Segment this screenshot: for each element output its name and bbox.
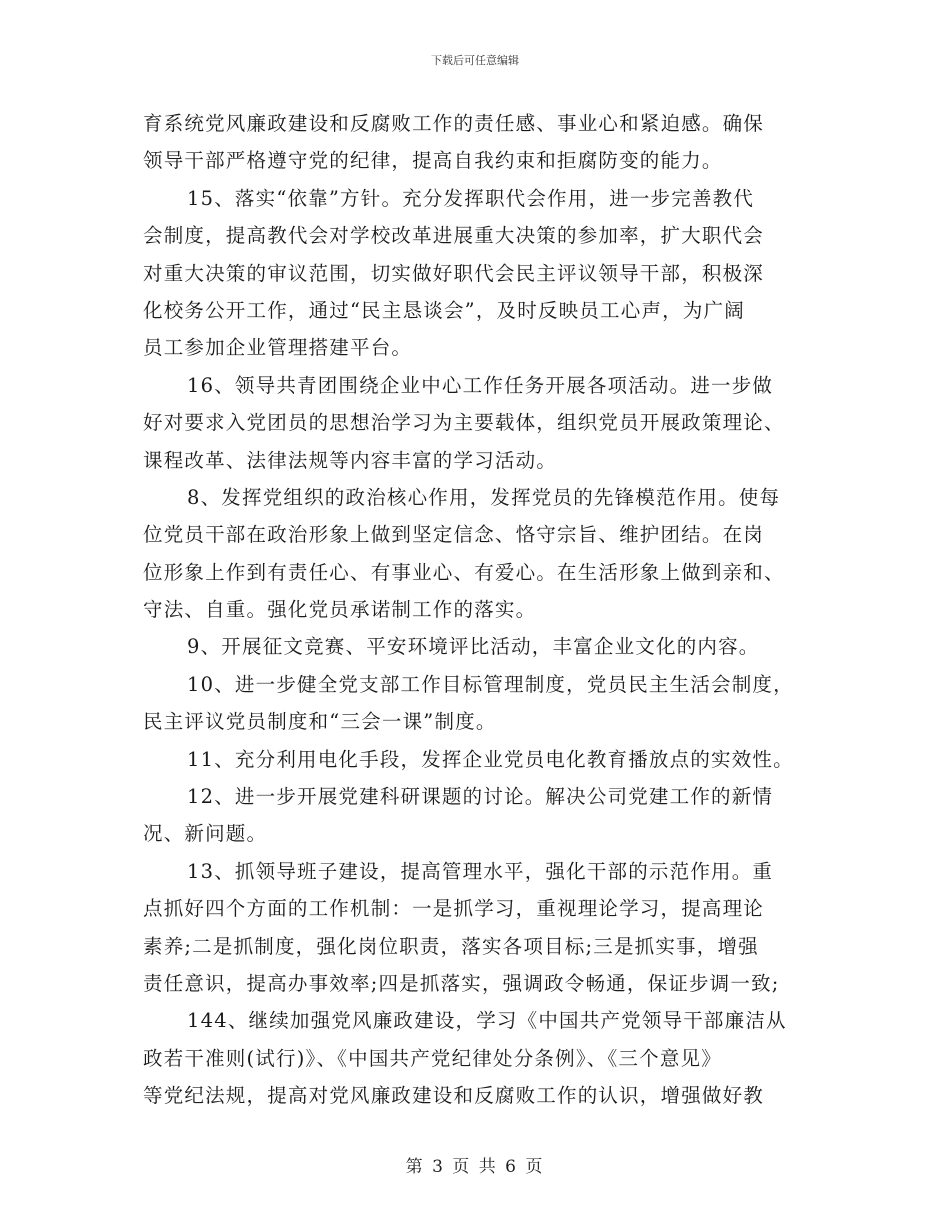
paragraph-line: 素养;二是抓制度，强化岗位职责，落实各项目标;三是抓实事，增强 [143,934,759,958]
paragraph-first-line: 13、抓领导班子建设，提高管理水平，强化干部的示范作用。重 [187,859,774,883]
paragraph-first-line: 8、发挥党组织的政治核心作用，发挥党员的先锋模范作用。使每 [187,485,781,509]
paragraph-line: 责任意识，提高办事效率;四是抓落实，强调政令畅通，保证步调一致; [143,971,780,995]
paragraph-line: 位党员干部在政治形象上做到坚定信念、恪守宗旨、维护团结。在岗 [143,523,765,547]
paragraph-line: 民主评议党员制度和“三会一课”制度。 [143,710,497,734]
paragraph-line: 化校务公开工作，通过“民主恳谈会”，及时反映员工心声，为广阔 [143,298,745,322]
paragraph-first-line: 15、落实“依靠”方针。充分发挥职代会作用，进一步完善教代 [187,186,755,210]
page-number-footer: 第 3 页 共 6 页 [405,1157,545,1177]
paragraph-line: 点抓好四个方面的工作机制：一是抓学习，重视理论学习，提高理论 [143,897,765,921]
paragraph-first-line: 144、继续加强党风廉政建设，学习《中国共产党领导干部廉洁从 [187,1009,787,1033]
paragraph-line: 等党纪法规，提高对党风廉政建设和反腐败工作的认识，增强做好教 [143,1084,765,1108]
paragraph-first-line: 12、进一步开展党建科研课题的讨论。解决公司党建工作的新情 [187,785,774,809]
paragraph-first-line: 16、领导共青团围绕企业中心工作任务开展各项活动。进一步做 [187,373,774,397]
paragraph-line: 政若干准则(试行)》、《中国共产党纪律处分条例》、《三个意见》 [143,1046,722,1070]
page-header-note: 下载后可任意编辑 [431,54,519,67]
paragraph-line: 育系统党风廉政建设和反腐败工作的责任感、事业心和紧迫感。确保 [143,112,765,135]
document-body [143,105,808,1115]
paragraph-line: 好对要求入党团员的思想治学习为主要载体，组织党员开展政策理论、 [143,411,785,435]
paragraph-line: 领导干部严格遵守党的纪律，提高自我约束和拒腐防变的能力。 [143,149,723,173]
paragraph-line: 况、新问题。 [143,822,268,846]
paragraph-line: 课程改革、法律法规等内容丰富的学习活动。 [143,448,558,472]
paragraph-first-line: 11、充分利用电化手段，发挥企业党员电化教育播放点的实效性。 [187,747,794,771]
paragraph-line: 对重大决策的审议范围，切实做好职代会民主评议领导干部，积极深 [143,261,765,285]
paragraph-line: 位形象上作到有责任心、有事业心、有爱心。在生活形象上做到亲和、 [143,560,785,584]
paragraph-first-line: 10、进一步健全党支部工作目标管理制度，党员民主生活会制度， [187,672,794,696]
paragraph-line: 守法、自重。强化党员承诺制工作的落实。 [143,598,537,622]
paragraph-first-line: 9、开展征文竞赛、平安环境评比活动，丰富企业文化的内容。 [187,635,760,659]
paragraph-line: 员工参加企业管理搭建平台。 [143,336,413,360]
paragraph-line: 会制度，提高教代会对学校改革进展重大决策的参加率，扩大职代会 [143,224,765,248]
